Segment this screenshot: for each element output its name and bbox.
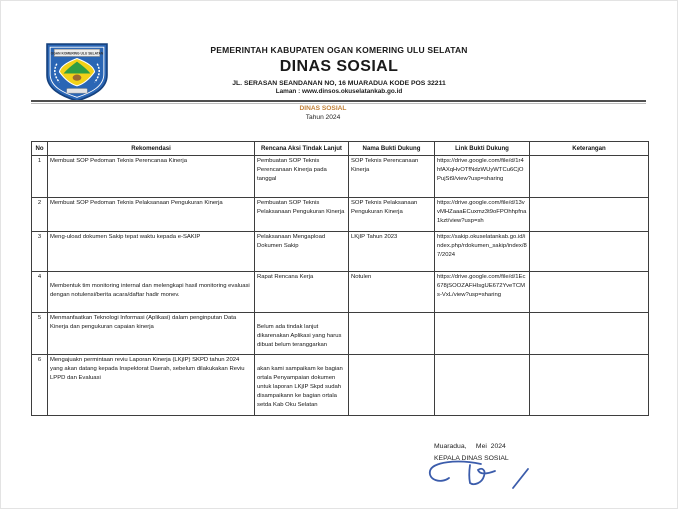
cell-nama-bukti [349, 355, 435, 416]
col-header-no: No [32, 142, 48, 156]
cell-rekomendasi: Mengajuakn permintaan reviu Laporan Kinerja (LKjIP) SKPD tahun 2024 yang akan datang kepada Inspektorat Daerah, sebelum dilakukakan Reviu LPPD dan Evaluasi [48, 355, 255, 416]
letterhead [1, 45, 677, 95]
cell-link-bukti [435, 355, 530, 416]
cell-keterangan [530, 272, 649, 313]
cell-rekomendasi: Meng-uload dokumen Sakip tepat waktu kepada e-SAKIP [48, 232, 255, 272]
cell-rencana: Rapat Rencana Kerja [255, 272, 349, 313]
cell-keterangan [530, 313, 649, 355]
cell-link-bukti [435, 313, 530, 355]
cell-keterangan [530, 156, 649, 198]
cell-rencana: Pelaksanaan Mengapload Dokumen Sakip [255, 232, 349, 272]
cell-rekomendasi: Membuat SOP Pedoman Teknis Perencanaa Kinerja [48, 156, 255, 198]
table-row [32, 272, 649, 313]
cell-nama-bukti: SOP Teknis Pelaksanaan Pengukuran Kinerja [349, 198, 435, 232]
cell-nama-bukti [349, 313, 435, 355]
government-name: PEMERINTAH KABUPATEN OGAN KOMERING ULU SELATAN [210, 45, 468, 55]
signer-title: KEPALA DINAS SOSIAL [434, 454, 509, 462]
recommendations-table [31, 141, 649, 416]
col-header-rekomendasi: Rekomendasi [48, 142, 255, 156]
cell-rekomendasi: Menmanfaatkan Teknologi Informasi (Aplikasi) dalam penginputan Data Kinerja dan pengukuran capaian kinerja [48, 313, 255, 355]
cell-no: 1 [32, 156, 48, 198]
website-line: Laman : www.dinsos.okuselatankab.go.id [275, 88, 403, 95]
table-header-row [32, 142, 649, 156]
subheader-agency: DINAS SOSIAL [299, 105, 347, 112]
cell-rencana: akan kami sampaikam ke bagian ortala Penyampaian dokumen untuk laporan LKjIP Skpd sudah disampaikann ke bagian ortala setda Kab Oku Selatan [255, 355, 349, 416]
cell-link-bukti: https://drive.google.com/file/d/1r4hfAXqHvOTfNdzWUyWTCu6CjOPujSt9/view?usp=sharing [435, 156, 530, 198]
logo-banner-text: OGAN KOMERING ULU SELATAN [50, 51, 104, 56]
cell-link-bukti: https://drive.google.com/file/d/1Ec678jSOOZAFHIsgUE672YveTCMs-VxL/view?usp=sharing [435, 272, 530, 313]
letterhead-divider [31, 100, 646, 104]
cell-no: 4 [32, 272, 48, 313]
cell-nama-bukti: Notulen [349, 272, 435, 313]
signature-scribble [425, 458, 537, 498]
cell-no: 6 [32, 355, 48, 416]
agency-name: DINAS SOSIAL [279, 58, 399, 75]
table-row [32, 156, 649, 198]
col-header-keterangan: Keterangan [530, 142, 649, 156]
subheader [1, 105, 645, 121]
col-header-rencana: Rencana Aksi Tindak Lanjut [255, 142, 349, 156]
cell-no: 3 [32, 232, 48, 272]
cell-no: 2 [32, 198, 48, 232]
cell-nama-bukti: SOP Teknis Perencanaan Kinerja [349, 156, 435, 198]
place-date: Muaradua, Mei 2024 [434, 443, 506, 450]
col-header-nama-bukti: Nama Bukti Dukung [349, 142, 435, 156]
cell-rencana: Pembuatan SOP Teknis Pelaksanaan Pengukuran Kinerja [255, 198, 349, 232]
table-row [32, 232, 649, 272]
cell-no: 5 [32, 313, 48, 355]
cell-rekomendasi: Membentuk tim monitoring internal dan melengkapi hasil monitoring evaluasi dengan notulensi/berita acara/daftar hadir monev. [48, 272, 255, 313]
subheader-year: Tahun 2024 [305, 114, 341, 121]
table-row [32, 198, 649, 232]
col-header-link-bukti: Link Bukti Dukung [435, 142, 530, 156]
cell-keterangan [530, 198, 649, 232]
cell-keterangan [530, 232, 649, 272]
cell-nama-bukti: LKjIP Tahun 2023 [349, 232, 435, 272]
cell-rencana: Pembuatan SOP Teknis Perencanaan Kinerja pada tanggal [255, 156, 349, 198]
cell-keterangan [530, 355, 649, 416]
cell-rekomendasi: Membuat SOP Pedoman Teknis Pelaksanaan Pengukuran Kinerja [48, 198, 255, 232]
table-row [32, 355, 649, 416]
cell-link-bukti: https://sakip.okuselatankab.go.id/index.php/rdokumen_sakip/index/87/2024 [435, 232, 530, 272]
cell-link-bukti: https://drive.google.com/file/d/13vvMHZaaaECuxmz3t9oFPOhhpfna1kzt/view?usp=sh [435, 198, 530, 232]
address-line: JL. SERASAN SEANDANAN NO, 16 MUARADUA KODE POS 32211 [232, 80, 446, 87]
table-row [32, 313, 649, 355]
cell-rencana: Belum ada tindak lanjut dikarenakan Aplikasi yang harus dibuat belum teranggarkan [255, 313, 349, 355]
